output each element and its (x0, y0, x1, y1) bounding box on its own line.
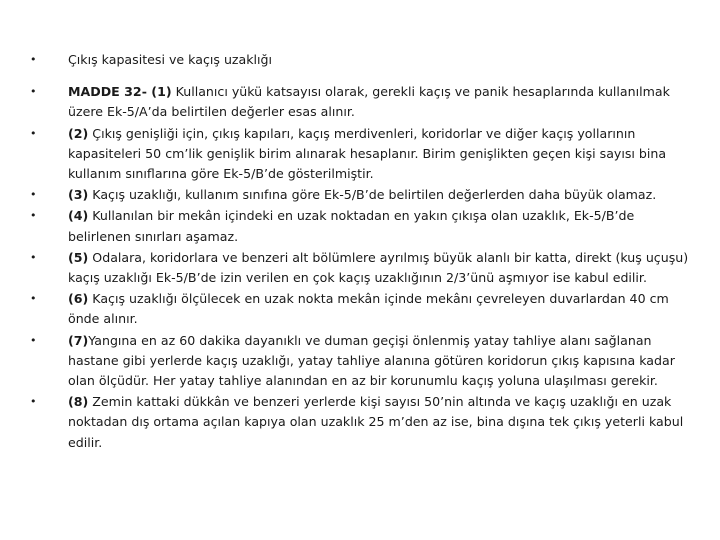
item-text: Kaçış uzaklığı, kullanım sınıfına göre Ek-5/B’de belirtilen değerlerden daha büyük olamaz. (88, 187, 657, 203)
list-item (30, 289, 690, 329)
item-text: Çıkış genişliği için, çıkış kapıları, kaçış merdivenleri, koridorlar ve diğer kaçış yollarının kapasiteleri 50 cm’lik genişlik birim alınarak hesaplanır. Birim genişlikten geçen kişi sayısı bina kullanım sınıflarına göre Ek-5/B’de gösterilmiştir. (68, 125, 667, 182)
list-item (30, 392, 690, 453)
bullet-icon: • (30, 333, 37, 347)
bullet-icon: • (30, 188, 37, 202)
bullet-icon: • (30, 53, 37, 66)
item-lead: (2) (68, 125, 89, 141)
item-lead: (7) (68, 332, 89, 348)
bullet-icon: • (30, 85, 37, 99)
item-text: Yangına en az 60 dakika dayanıklı ve duman geçişi önlenmiş yatay tahliye alanı sağlanan hastane gibi yerlerde kaçış uzaklığı, yatay tahliye alanına götüren koridorun çıkış kapısına kadar olan ölçüdür. Her yatay tahliye alanından en az bir korunumlu kaçış yoluna ulaşılması gerekir. (68, 332, 675, 389)
item-text: Zemin kattaki dükkân ve benzeri yerlerde kişi sayısı 50’nin altında ve kaçış uzaklığı en uzak noktadan dış ortama açılan kapıya olan uzaklık 25 m’den az ise, bina dışına tek çıkış yeterli kabul edilir. (68, 394, 684, 450)
item-text: Odalara, koridorlara ve benzeri alt bölümlere ayrılmış büyük alanlı bir katta, direkt (kuş uçuşu) kaçış uzaklığı Ek-5/B’de izin verilen en çok kaçış uzaklığının 2/3’ünü aşmıyor ise kabul edilir. (68, 249, 689, 286)
item-lead: (5) (68, 249, 89, 265)
list-item (30, 206, 690, 246)
item-text: Kaçış uzaklığı ölçülecek en uzak nokta mekân içinde mekânı çevreleyen duvarlardan 40 cm önde alınır. (68, 291, 669, 327)
list-item (30, 248, 690, 288)
item-lead: (6) (68, 291, 89, 307)
bullet-icon: • (30, 250, 37, 264)
bullet-icon: • (30, 209, 37, 223)
item-lead: (4) (68, 208, 89, 224)
item-text: Kullanılan bir mekân içindeki en uzak noktadan en yakın çıkışa olan uzaklık, Ek-5/B’de belirlenen sınırları aşamaz. (68, 208, 635, 244)
list-item (30, 124, 690, 185)
bullet-icon: • (30, 395, 37, 409)
list-item-heading (30, 50, 690, 70)
list-item (30, 331, 690, 392)
bullet-list (30, 50, 690, 454)
item-lead: MADDE 32- (1) (68, 84, 172, 100)
list-item (30, 185, 690, 205)
item-lead: (8) (68, 394, 89, 410)
bullet-icon: • (30, 292, 37, 306)
list-item (30, 82, 690, 122)
item-lead: (3) (68, 187, 89, 203)
item-text: Kullanıcı yükü katsayısı olarak, gerekli kaçış ve panik hesaplarında kullanılmak üzere Ek-5/A’da belirtilen değerler esas alınır. (68, 84, 670, 120)
bullet-icon: • (30, 126, 37, 140)
heading-text: Çıkış kapasitesi ve kaçış uzaklığı (68, 52, 273, 67)
